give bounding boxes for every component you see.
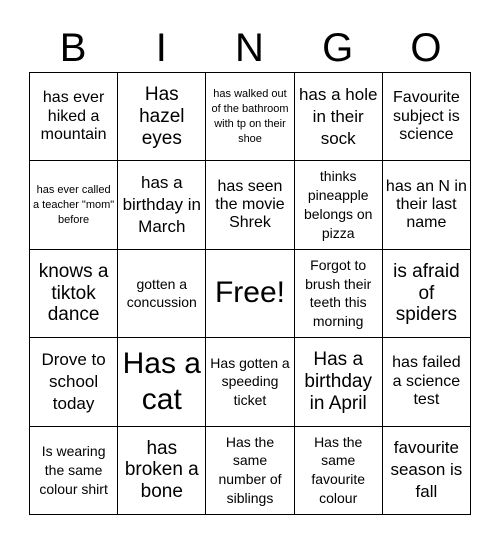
bingo-cell-r2c1[interactable]: has ever called a teacher "mom" before bbox=[30, 161, 118, 249]
bingo-free-space[interactable]: Free! bbox=[206, 250, 294, 338]
bingo-cell-r1c3[interactable]: has walked out of the bathroom with tp on their shoe bbox=[206, 73, 294, 161]
bingo-cell-r4c4[interactable]: Has a birthday in April bbox=[295, 338, 383, 426]
bingo-cell-r2c4[interactable]: thinks pineapple belongs on pizza bbox=[295, 161, 383, 249]
bingo-cell-r4c3[interactable]: Has gotten a speeding ticket bbox=[206, 338, 294, 426]
bingo-cell-r4c2[interactable]: Has a cat bbox=[118, 338, 206, 426]
bingo-cell-r1c4[interactable]: has a hole in their sock bbox=[295, 73, 383, 161]
bingo-cell-r1c5[interactable]: Favourite subject is science bbox=[383, 73, 471, 161]
bingo-cell-r3c2[interactable]: gotten a concussion bbox=[118, 250, 206, 338]
bingo-cell-r5c5[interactable]: favourite season is fall bbox=[383, 427, 471, 515]
header-letter-b: B bbox=[59, 25, 87, 70]
bingo-cell-r5c4[interactable]: Has the same favourite colour bbox=[295, 427, 383, 515]
header-letter-n: N bbox=[235, 25, 264, 70]
bingo-cell-r2c5[interactable]: has an N in their last name bbox=[383, 161, 471, 249]
bingo-cell-r1c2[interactable]: Has hazel eyes bbox=[118, 73, 206, 161]
header-letter-o: O bbox=[410, 25, 442, 70]
bingo-cell-r5c3[interactable]: Has the same number of siblings bbox=[206, 427, 294, 515]
bingo-cell-r5c2[interactable]: has broken a bone bbox=[118, 427, 206, 515]
header-letter-i: I bbox=[155, 25, 167, 70]
bingo-cell-r5c1[interactable]: Is wearing the same colour shirt bbox=[30, 427, 118, 515]
bingo-cell-r3c1[interactable]: knows a tiktok dance bbox=[30, 250, 118, 338]
bingo-cell-r3c5[interactable]: is afraid of spiders bbox=[383, 250, 471, 338]
bingo-cell-r2c2[interactable]: has a birthday in March bbox=[118, 161, 206, 249]
bingo-cell-r1c1[interactable]: has ever hiked a mountain bbox=[30, 73, 118, 161]
bingo-header bbox=[29, 22, 470, 74]
bingo-cell-r2c3[interactable]: has seen the movie Shrek bbox=[206, 161, 294, 249]
bingo-cell-r3c4[interactable]: Forgot to brush their teeth this morning bbox=[295, 250, 383, 338]
bingo-board bbox=[29, 72, 471, 515]
bingo-cell-r4c1[interactable]: Drove to school today bbox=[30, 338, 118, 426]
bingo-cell-r4c5[interactable]: has failed a science test bbox=[383, 338, 471, 426]
header-letter-g: G bbox=[322, 25, 354, 70]
